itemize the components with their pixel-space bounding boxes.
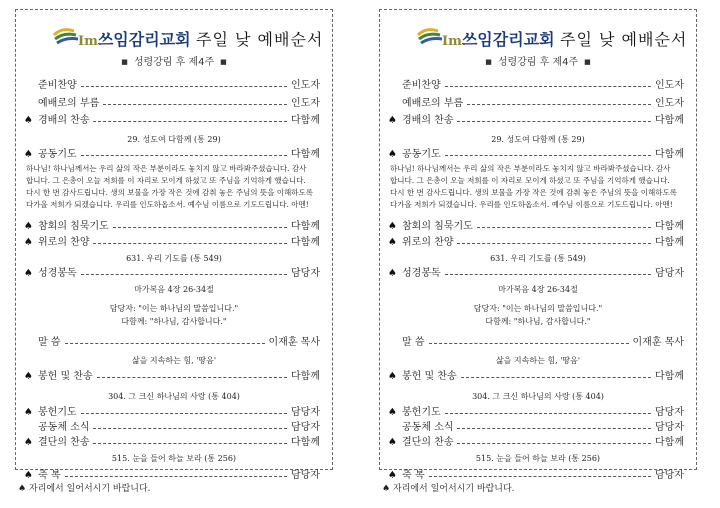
- subtitle: [380, 53, 696, 68]
- order-item-leader: 담당자: [655, 268, 684, 279]
- spade-icon: ♠: [388, 237, 397, 248]
- response-people: 다함께: "하나님, 감사합니다.": [121, 317, 227, 326]
- order-item-note: 304. 그 크신 하나님의 사랑 (통 404): [108, 392, 240, 401]
- order-item-label: 봉헌기도: [38, 407, 77, 418]
- order-item: [388, 148, 684, 162]
- order-item: [24, 421, 320, 435]
- leader-dots: [445, 155, 651, 156]
- order-item-leader: 담당자: [291, 407, 320, 418]
- order-item-label: 예배로의 부름: [402, 98, 464, 109]
- prayer-line: 다가올 저희가 되겠습니다. 우리를 인도하옵소서. 예수님 이름으로 기도드립니다. 아멘!: [26, 200, 309, 209]
- order-item: [388, 114, 684, 128]
- order-item-label: 공동기도: [38, 149, 77, 160]
- order-item-note: 마가복음 4장 26-34절: [498, 285, 578, 294]
- church-name: [78, 27, 191, 50]
- leader-dots: [461, 377, 651, 378]
- order-item-note: 631. 우리 기도를 (통 549): [126, 254, 222, 263]
- spade-icon: ♠: [388, 268, 397, 279]
- subtitle-text: 성령강림 후 제4주: [497, 57, 579, 68]
- order-item: [24, 236, 320, 250]
- order-item-leader: 이재훈 목사: [268, 337, 320, 348]
- order-item-note: 515. 눈을 들어 하늘 보라 (통 256): [475, 454, 601, 463]
- order-item-leader: 인도자: [291, 80, 320, 91]
- order-item-leader: 다함께: [655, 437, 684, 448]
- bulletin-panel-left: [15, 9, 333, 481]
- spade-icon: ♠: [24, 268, 33, 279]
- leader-dots: [445, 413, 651, 414]
- church-name-text: 쓰임감리교회: [461, 30, 555, 49]
- response-leader: 담당자: "이는 하나님의 말씀입니다.": [473, 304, 603, 313]
- order-item-label: 성경봉독: [38, 268, 77, 279]
- order-item-label: 결단의 찬송: [402, 437, 454, 448]
- subtitle: [16, 53, 332, 68]
- order-item: [388, 370, 684, 384]
- order-item: [388, 336, 684, 350]
- order-item-leader: 다함께: [655, 237, 684, 248]
- response-leader: 담당자: "이는 하나님의 말씀입니다.": [109, 304, 239, 313]
- order-item-leader: 다함께: [291, 221, 320, 232]
- order-item-note: 515. 눈을 들어 하늘 보라 (통 256): [111, 454, 237, 463]
- order-item-leader: 인도자: [655, 80, 684, 91]
- leader-dots: [93, 428, 287, 429]
- order-item-label: 참회의 침묵기도: [402, 221, 473, 232]
- order-item-leader: 담당자: [291, 422, 320, 433]
- bullet-icon: ■: [121, 58, 128, 66]
- order-item-leader: 다함께: [291, 371, 320, 382]
- order-item: [24, 148, 320, 162]
- order-item: [24, 114, 320, 128]
- spade-icon: ♠: [24, 149, 33, 160]
- order-item-leader: 담당자: [291, 268, 320, 279]
- prayer-line: 하나님! 하나님께서는 우리 삶의 작은 부분이라도 놓치지 않고 바라봐주셨습니다. 감사: [390, 164, 671, 173]
- spade-icon: ♠: [388, 470, 397, 481]
- order-item: [24, 406, 320, 420]
- leader-dots: [457, 121, 651, 122]
- order-item: [388, 97, 684, 111]
- order-item-leader: 담당자: [655, 470, 684, 481]
- order-item-note: 29. 성도여 다함께 (통 29): [127, 135, 221, 144]
- leader-dots: [81, 155, 287, 156]
- order-item-note: 631. 우리 기도를 (통 549): [490, 254, 586, 263]
- order-item-leader: 다함께: [655, 221, 684, 232]
- leader-dots: [81, 413, 287, 414]
- order-item-label: 결단의 찬송: [38, 437, 90, 448]
- order-item-leader: 다함께: [655, 371, 684, 382]
- order-item-leader: 담당자: [291, 470, 320, 481]
- leader-dots: [457, 443, 651, 444]
- leader-dots: [113, 227, 287, 228]
- order-item-label: 경배의 찬송: [38, 115, 90, 126]
- spade-icon: ♠: [388, 221, 397, 232]
- spade-icon: ♠: [388, 149, 397, 160]
- bulletin-panel-right: [379, 9, 697, 481]
- leader-dots: [467, 104, 651, 105]
- church-name-text: 쓰임감리교회: [97, 30, 191, 49]
- bullet-icon: ■: [220, 58, 227, 66]
- spade-icon: ♠: [24, 237, 33, 248]
- subtitle-text: 성령강림 후 제4주: [133, 57, 215, 68]
- leader-dots: [65, 476, 288, 477]
- prayer-line: 하나님! 하나님께서는 우리 삶의 작은 부분이라도 놓치지 않고 바라봐주셨습니다. 감사: [26, 164, 307, 173]
- order-item: [388, 406, 684, 420]
- order-item: [388, 236, 684, 250]
- spade-icon: ♠: [388, 371, 397, 382]
- order-item-label: 봉헌기도: [402, 407, 441, 418]
- order-item-leader: 다함께: [655, 149, 684, 160]
- order-item-label: 공동체 소식: [402, 422, 454, 433]
- order-item-label: 위로의 찬양: [38, 237, 90, 248]
- prayer-text: [390, 163, 684, 211]
- order-item-label: 봉헌 및 찬송: [38, 371, 93, 382]
- leader-dots: [65, 343, 265, 344]
- order-item: [388, 421, 684, 435]
- order-item-leader: 인도자: [655, 98, 684, 109]
- order-item: [24, 336, 320, 350]
- spade-icon: ♠: [388, 437, 397, 448]
- order-item-note: 삶을 지속하는 힘, '땅음': [131, 356, 217, 365]
- order-item: [388, 436, 684, 450]
- order-item: [24, 220, 320, 234]
- order-item-label: 말 씀: [402, 337, 425, 348]
- order-item-leader: 인도자: [291, 98, 320, 109]
- prayer-text: [26, 163, 320, 211]
- order-item-label: 축 복: [402, 470, 425, 481]
- leader-dots: [103, 104, 287, 105]
- order-item-leader: 다함께: [655, 115, 684, 126]
- order-item: [388, 267, 684, 281]
- prayer-line: 다가올 저희가 되겠습니다. 우리를 인도하옵소서. 예수님 이름으로 기도드립니다. 아멘!: [390, 200, 673, 209]
- response-people: 다함께: "하나님, 감사합니다.": [485, 317, 591, 326]
- order-item-leader: 다함께: [291, 437, 320, 448]
- order-item-label: 예배로의 부름: [38, 98, 100, 109]
- spade-icon: ♠: [388, 115, 397, 126]
- church-prefix: Im: [78, 34, 98, 49]
- bullet-icon: ■: [584, 58, 591, 66]
- bulletin-header: [380, 23, 696, 49]
- order-item-note: 304. 그 크신 하나님의 사랑 (통 404): [472, 392, 604, 401]
- order-item-note: 삶을 지속하는 힘, '땅음': [495, 356, 581, 365]
- spade-icon: ♠: [24, 371, 33, 382]
- leader-dots: [93, 243, 287, 244]
- leader-dots: [457, 428, 651, 429]
- spade-icon: ♠: [24, 470, 33, 481]
- prayer-line: 합니다. 그 은총이 오늘 저희를 이 자리로 모이게 하셨고 또 주님을 기억하게 했습니다.: [390, 176, 670, 185]
- order-item: [24, 436, 320, 450]
- spade-icon: ♠: [24, 437, 33, 448]
- leader-dots: [429, 476, 652, 477]
- service-title: 주일 낮 예배순서: [560, 30, 688, 49]
- prayer-line: 합니다. 그 은총이 오늘 저희를 이 자리로 모이게 하셨고 또 주님을 기억하게 했습니다.: [26, 176, 306, 185]
- spade-icon: ♠: [24, 115, 33, 126]
- leader-dots: [445, 86, 651, 87]
- leader-dots: [81, 86, 287, 87]
- order-item-label: 경배의 찬송: [402, 115, 454, 126]
- leader-dots: [81, 274, 287, 275]
- order-item-leader: 이재훈 목사: [632, 337, 684, 348]
- leader-dots: [429, 343, 629, 344]
- order-item-label: 준비찬양: [402, 80, 441, 91]
- order-item: [24, 267, 320, 281]
- order-item-label: 참회의 침묵기도: [38, 221, 109, 232]
- footer-note: ♠ 자리에서 일어서시기 바랍니다.: [382, 484, 515, 494]
- order-item-label: 공동기도: [402, 149, 441, 160]
- leader-dots: [477, 227, 651, 228]
- order-item: [24, 79, 320, 93]
- bullet-icon: ■: [485, 58, 492, 66]
- order-item: [24, 97, 320, 111]
- leader-dots: [457, 243, 651, 244]
- order-item-label: 축 복: [38, 470, 61, 481]
- prayer-line: 다시 한 번 감사드립니다. 생의 보물을 가장 작은 것에 감춰 놓은 주님의 뜻을 이해하도록: [390, 188, 677, 197]
- service-title: 주일 낮 예배순서: [196, 30, 324, 49]
- order-item: [388, 220, 684, 234]
- church-prefix: Im: [442, 34, 462, 49]
- order-item-label: 공동체 소식: [38, 422, 90, 433]
- footer-note: ♠ 자리에서 일어서시기 바랍니다.: [18, 484, 151, 494]
- church-name: [442, 27, 555, 50]
- order-item-leader: 다함께: [291, 237, 320, 248]
- spade-icon: ♠: [24, 221, 33, 232]
- order-item-label: 말 씀: [38, 337, 61, 348]
- leader-dots: [93, 121, 287, 122]
- order-item-leader: 다함께: [291, 149, 320, 160]
- leader-dots: [445, 274, 651, 275]
- bulletin-header: [16, 23, 332, 49]
- order-item-label: 성경봉독: [402, 268, 441, 279]
- leader-dots: [93, 443, 287, 444]
- order-item-label: 위로의 찬양: [402, 237, 454, 248]
- prayer-line: 다시 한 번 감사드립니다. 생의 보물을 가장 작은 것에 감춰 놓은 주님의 뜻을 이해하도록: [26, 188, 313, 197]
- order-item: [24, 370, 320, 384]
- order-item-label: 준비찬양: [38, 80, 77, 91]
- order-item-leader: 담당자: [655, 422, 684, 433]
- order-item-leader: 다함께: [291, 115, 320, 126]
- order-item-note: 마가복음 4장 26-34절: [134, 285, 214, 294]
- order-item-leader: 담당자: [655, 407, 684, 418]
- order-item-note: 29. 성도여 다함께 (통 29): [491, 135, 585, 144]
- spade-icon: ♠: [388, 407, 397, 418]
- order-item-label: 봉헌 및 찬송: [402, 371, 457, 382]
- leader-dots: [97, 377, 287, 378]
- spade-icon: ♠: [24, 407, 33, 418]
- order-item: [388, 79, 684, 93]
